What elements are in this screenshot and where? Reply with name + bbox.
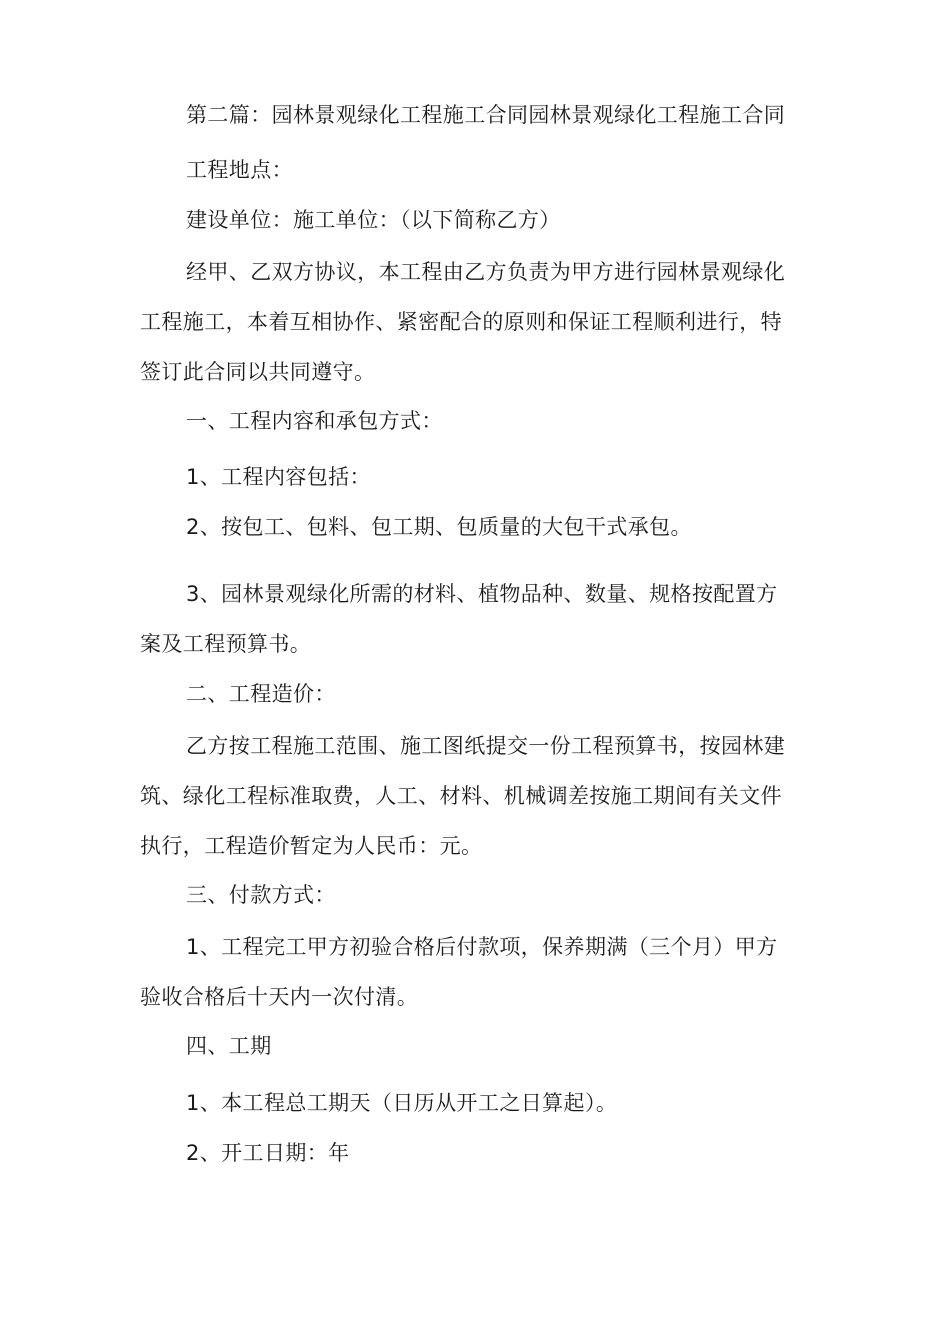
- section4-item2: 2、开工日期：年: [186, 1141, 350, 1165]
- section2-heading: 二、工程造价：: [186, 682, 336, 706]
- section1-item2: 2、按包工、包料、包工期、包质量的大包干式承包。: [186, 515, 692, 539]
- section2-body-line-3: 执行，工程造价暂定为人民币：元。: [140, 834, 483, 858]
- intro-line-3: 签订此合同以共同遵守。: [140, 360, 376, 384]
- section3-heading: 三、付款方式：: [186, 883, 336, 907]
- section3-item1-line-1: 1、工程完工甲方初验合格后付款项，保养期满（三个月）甲方: [186, 935, 778, 959]
- intro-line-2: 工程施工，本着互相协作、紧密配合的原则和保证工程顺利进行，特: [140, 310, 782, 334]
- section2-body-line-2: 筑、绿化工程标准取费，人工、材料、机械调差按施工期间有关文件: [140, 784, 782, 808]
- parties-line: 建设单位：施工单位：（以下简称乙方）: [186, 208, 561, 232]
- section1-item1: 1、工程内容包括：: [186, 465, 371, 489]
- section1-item3-line-2: 案及工程预算书。: [140, 632, 312, 656]
- document-title: 第二篇：园林景观绿化工程施工合同园林景观绿化工程施工合同: [186, 103, 786, 127]
- section1-item3-line-1: 3、园林景观绿化所需的材料、植物品种、数量、规格按配置方: [186, 582, 778, 606]
- location-label: 工程地点：: [186, 158, 293, 182]
- intro-line-1: 经甲、乙双方协议，本工程由乙方负责为甲方进行园林景观绿化: [186, 260, 786, 284]
- section4-item1: 1、本工程总工期天（日历从开工之日算起）。: [186, 1091, 618, 1115]
- section3-item1-line-2: 验收合格后十天内一次付清。: [140, 985, 419, 1009]
- section2-body-line-1: 乙方按工程施工范围、施工图纸提交一份工程预算书，按园林建: [186, 734, 786, 758]
- section4-heading: 四、工期: [186, 1034, 272, 1058]
- section1-heading: 一、工程内容和承包方式：: [186, 409, 443, 433]
